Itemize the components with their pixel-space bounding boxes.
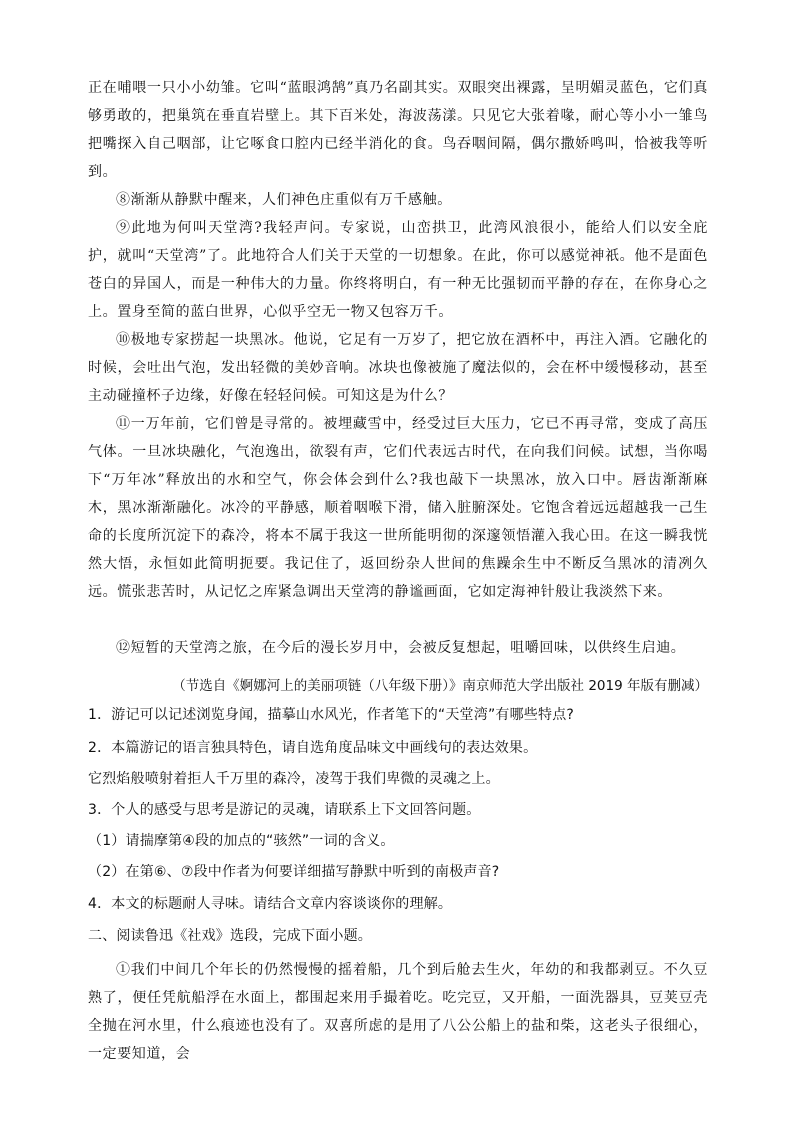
passage-paragraph-9: ⑨此地为何叫天堂湾?我轻声问。专家说，山峦拱卫，此湾风浪很小，能给人们以安全庇护，就叫“天堂湾”了。此地符合人们关于天堂的一切想象。在此，你可以感觉神祇。他不是面色苍白的异国人，而是一种伟大的力量。你终将明白，有一种无比强韧而平静的存在，在你身心之上。置身至简的蓝白世界，心似乎空无一物又包容万千。 [88, 220, 708, 320]
question-1: 1．游记可以记述浏览身闻，描摹山水风光，作者笔下的“天堂湾”有哪些特点? [88, 707, 575, 723]
question-2-quote: 它烈焰般喷射着拒人千万里的森冷，凌驾于我们卑微的灵魂之上。 [88, 771, 500, 787]
question-3: 3．个人的感受与思考是游记的灵魂，请联系上下文回答问题。 [88, 802, 481, 818]
section-2-paragraph-1: ①我们中间几个年长的仍然慢慢的摇着船，几个到后舱去生火，年幼的和我都剥豆。不久豆熟了，便任凭航船浮在水面上，都围起来用手撮着吃。吃完豆，又开船，一面洗器具，豆荚豆壳全抛在河水里，什么痕迹也没有了。双喜所虑的是用了八公公船上的盐和柴，这老头子很细心，一定要知道，会 [88, 962, 708, 1062]
question-2: 2．本篇游记的语言独具特色，请自选角度品味文中画线句的表达效果。 [88, 740, 538, 756]
passage-source: （节选自《婀娜河上的美丽项链（八年级下册）》南京师范大学出版社 2019 年版有删减） [172, 678, 708, 694]
passage-paragraph-12: ⑫短暂的天堂湾之旅，在今后的漫长岁月中，会被反复想起，咀嚼回味，以供终生启迪。 [116, 640, 686, 656]
passage-paragraph-10: ⑩极地专家捞起一块黑冰。他说，它足有一万岁了，把它放在酒杯中，再注入酒。它融化的时候，会吐出气泡，发出轻微的美妙音响。冰块也像被施了魔法似的，会在杯中缓慢移动，甚至主动碰撞杯子边缘，好像在轻轻问候。可知这是为什么？ [88, 332, 708, 404]
passage-paragraph-continued: 正在哺喂一只小小幼雏。它叫“蓝眼鸿鹄”真乃名副其实。双眼突出裸露，呈明媚灵蓝色，它们真够勇敢的，把巢筑在垂直岩壁上。其下百米处，海波荡漾。只见它大张着喙，耐心等小小一雏鸟把嘴探入自己咽部，让它啄食口腔内已经半消化的食。鸟吞咽间隔，偶尔撒娇鸣叫，恰被我等听到。 [88, 80, 708, 180]
section-2-heading: 二、阅读鲁迅《社戏》选段，完成下面小题。 [88, 928, 372, 944]
passage-paragraph-8: ⑧渐渐从静默中醒来，人们神色庄重似有万千感触。 [116, 192, 452, 208]
question-4: 4．本文的标题耐人寻味。请结合文章内容谈谈你的理解。 [88, 896, 453, 912]
question-3-sub-2: （2）在第⑥、⑦段中作者为何要详细描写静默中听到的南极声音? [88, 864, 500, 880]
question-3-sub-1: （1）请揣摩第④段的加点的“骇然”一词的含义。 [88, 833, 395, 849]
passage-paragraph-11: ⑪一万年前，它们曾是寻常的。被埋藏雪中，经受过巨大压力，它已不再寻常，变成了高压气体。一旦冰块融化，气泡逸出，欲裂有声，它们代表远古时代，在向我们问候。试想，当你喝下“万年冰”释放出的水和空气，你会体会到什么?我也敲下一块黑冰，放入口中。唇齿渐渐麻木，黑冰渐渐融化。冰冷的平静感，顺着咽喉下滑，储入脏腑深处。它饱含着远远超越我一己生命的长度所沉淀下的森冷，将本不属于我这一世所能明彻的深邃领悟灌入我心田。在这一瞬我恍然大悟，永恒如此简明扼要。我记住了，返回纷杂人世间的焦躁余生中不断反刍黑冰的清冽久远。慌张悲苦时，从记忆之库紧急调出天堂湾的静谧画面，它如定海神针般让我淡然下来。 [88, 416, 708, 600]
